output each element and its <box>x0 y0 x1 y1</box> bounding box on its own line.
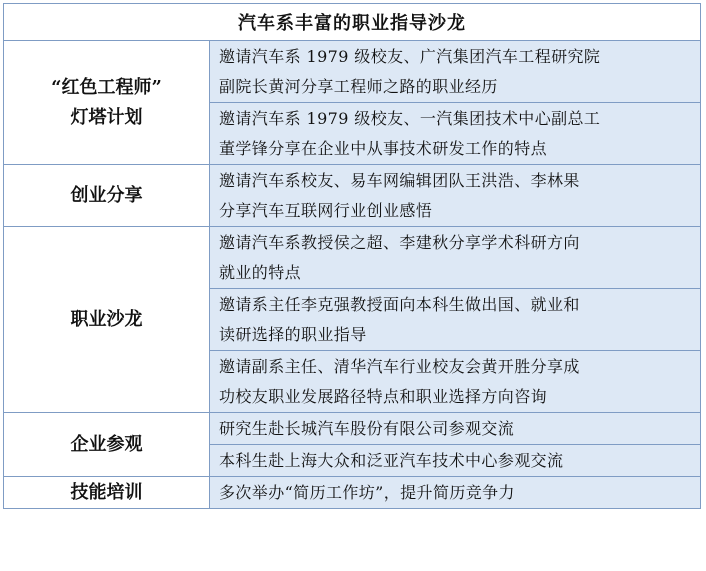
activity-cell <box>210 289 701 351</box>
salon-table <box>3 3 701 509</box>
category-cell <box>4 165 210 227</box>
category-cell <box>4 477 210 509</box>
table-row <box>4 227 701 289</box>
activity-cell <box>210 227 701 289</box>
activity-text-line: 本科生赴上海大众和泛亚汽车技术中心参观交流 <box>219 451 564 470</box>
category-cell <box>4 41 210 165</box>
activity-text-line: 邀请汽车系 1979 级校友、广汽集团汽车工程研究院 <box>219 47 601 66</box>
activity-text-line: 邀请副系主任、清华汽车行业校友会黄开胜分享成 <box>219 357 580 376</box>
table-row <box>4 477 701 509</box>
activity-text-line: 邀请汽车系 1979 级校友、一汽集团技术中心副总工 <box>219 109 601 128</box>
activity-cell <box>210 41 701 103</box>
activity-text-line: 副院长黄河分享工程师之路的职业经历 <box>219 77 498 96</box>
activity-text-line: 研究生赴长城汽车股份有限公司参观交流 <box>219 419 515 438</box>
activity-text-line: 功校友职业发展路径特点和职业选择方向咨询 <box>219 387 548 406</box>
table-row <box>4 413 701 445</box>
table-row <box>4 41 701 103</box>
activity-text-line: 邀请系主任李克强教授面向本科生做出国、就业和 <box>219 295 580 314</box>
activity-cell <box>210 165 701 227</box>
title-row <box>4 4 701 41</box>
category-label-line: 企业参观 <box>70 433 143 455</box>
activity-text-line: 就业的特点 <box>219 263 302 282</box>
activity-cell <box>210 413 701 445</box>
activity-cell <box>210 103 701 165</box>
category-label-line: 职业沙龙 <box>70 308 143 330</box>
table-row <box>4 165 701 227</box>
activity-cell <box>210 477 701 509</box>
category-label-line: “红色工程师” <box>51 76 162 98</box>
category-cell <box>4 413 210 477</box>
table-title: 汽车系丰富的职业指导沙龙 <box>4 4 701 41</box>
activity-text-line: 董学锋分享在企业中从事技术研发工作的特点 <box>219 139 548 158</box>
activity-text-line: 邀请汽车系教授侯之超、李建秋分享学术科研方向 <box>219 233 580 252</box>
activity-text-line: 邀请汽车系校友、易车网编辑团队王洪浩、李林果 <box>219 171 580 190</box>
activity-cell <box>210 445 701 477</box>
activity-text-line: 读研选择的职业指导 <box>219 325 367 344</box>
category-cell <box>4 227 210 413</box>
category-label-line: 技能培训 <box>70 481 143 503</box>
category-label-line: 灯塔计划 <box>70 106 143 128</box>
activity-text-line: 分享汽车互联网行业创业感悟 <box>219 201 433 220</box>
table-body <box>4 4 701 509</box>
category-label-line: 创业分享 <box>70 184 143 206</box>
activity-cell <box>210 351 701 413</box>
activity-text-line: 多次举办“简历工作坊”，提升简历竞争力 <box>219 483 515 502</box>
